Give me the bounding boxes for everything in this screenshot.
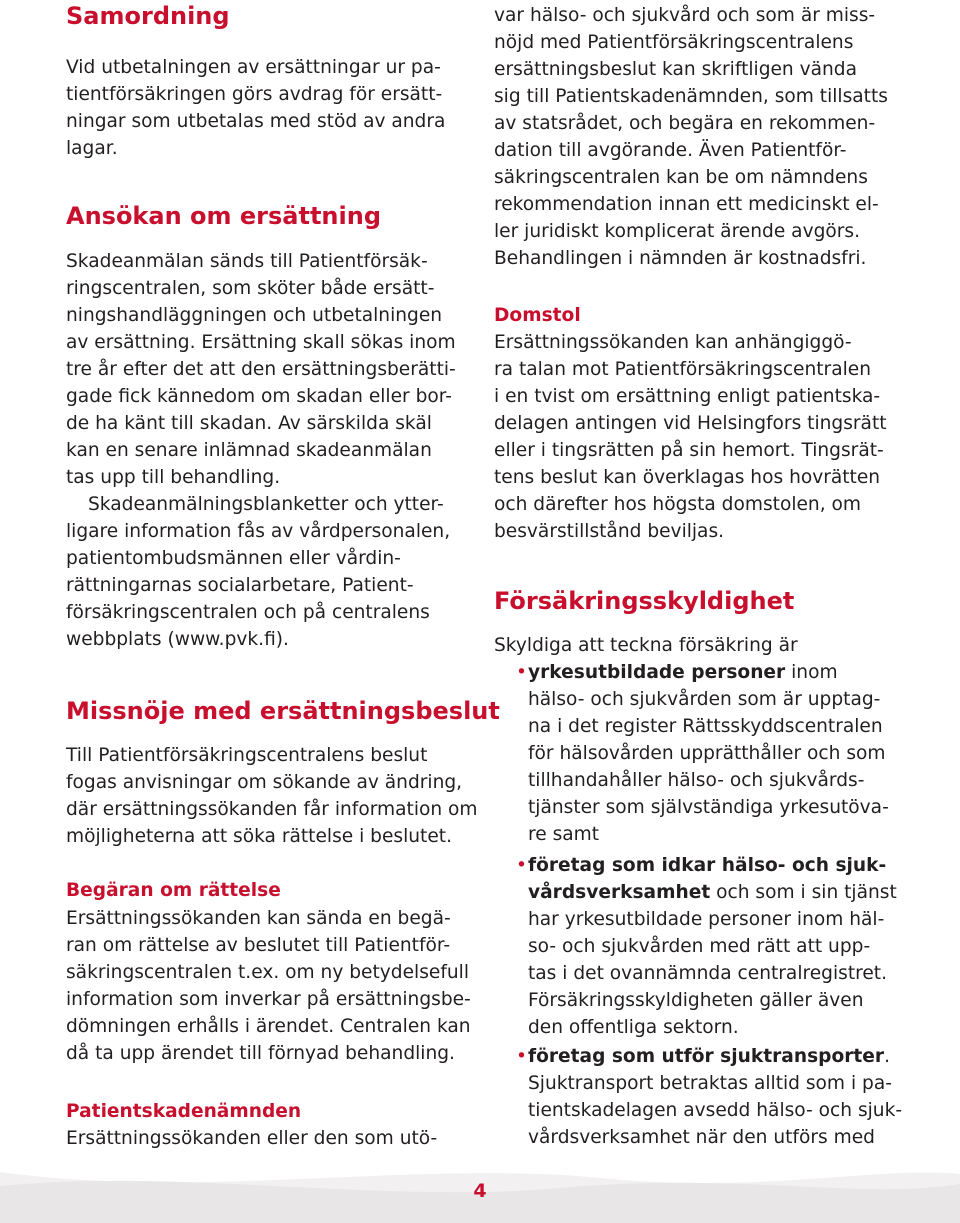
- body-text-line: rättningarnas socialarbetare, Patient-: [66, 575, 414, 596]
- body-text-line: Behandlingen i nämnden är kostnadsfri.: [494, 248, 867, 269]
- body-text-line: var hälso- och sjukvård och som är miss-: [494, 5, 876, 26]
- body-text-line: sig till Patientskadenämnden, som tillsatts: [494, 86, 888, 107]
- page-number: 4: [473, 1180, 487, 1202]
- bullet-text-line: tjänster som självständiga yrkesutöva-: [528, 797, 889, 818]
- body-text-line: besvärstillstånd beviljas.: [494, 521, 725, 542]
- section-heading: Begäran om rättelse: [66, 880, 281, 901]
- body-text-line: ringscentralen, som sköter både ersätt-: [66, 278, 435, 299]
- body-text-line: möjligheterna att söka rättelse i beslutet.: [66, 826, 452, 847]
- bullet-text-line: hälso- och sjukvården som är upptag-: [528, 689, 881, 710]
- section-heading: Patientskadenämnden: [66, 1101, 302, 1122]
- section-heading: Domstol: [494, 305, 581, 326]
- body-text-line: Ersättningssökanden kan anhängiggö-: [494, 332, 852, 353]
- body-text-line: ler juridiskt komplicerat ärende avgörs.: [494, 221, 861, 242]
- body-text-line: Vid utbetalningen av ersättningar ur pa-: [66, 57, 441, 78]
- body-text-line: patientombudsmännen eller vårdin-: [66, 548, 401, 569]
- body-text-line: av ersättning. Ersättning skall sökas inom: [66, 332, 456, 353]
- bullet-text-line: tas i det ovannämnda centralregistret.: [528, 963, 887, 984]
- body-text-line: dömningen erhålls i ärendet. Centralen kan: [66, 1016, 471, 1037]
- body-text-line: eller i tingsrätten på sin hemort. Tingsrät-: [494, 440, 884, 461]
- body-text-line: tientförsäkringen görs avdrag för ersätt-: [66, 84, 443, 105]
- bullet-first-line: [528, 1043, 890, 1070]
- body-text-line: Skadeanmälan sänds till Patientförsäk-: [66, 251, 428, 272]
- body-text-line: säkringscentralen kan be om nämndens: [494, 167, 868, 188]
- section-heading: Ansökan om ersättning: [66, 202, 381, 230]
- body-text-line: Ersättningssökanden kan sända en begä-: [66, 908, 451, 929]
- intro-text: Skyldiga att teckna försäkring är: [494, 635, 798, 656]
- body-text-line: lagar.: [66, 138, 118, 159]
- body-text-line: av statsrådet, och begära en rekommen-: [494, 113, 876, 134]
- bullet-first-line: [528, 852, 886, 879]
- bold-term: vårdsverksamhet: [528, 882, 711, 903]
- body-text-line: gade fick kännedom om skadan eller bor-: [66, 386, 452, 407]
- bold-term: företag som idkar hälso- och sjuk-: [528, 855, 887, 876]
- bullet-text-line: Sjuktransport betraktas alltid som i pa-: [528, 1073, 892, 1094]
- body-text-line: ersättningsbeslut kan skriftligen vända: [494, 59, 858, 80]
- section-heading: Missnöje med ersättningsbeslut: [66, 697, 500, 725]
- body-text-line: tas upp till behandling.: [66, 467, 281, 488]
- bold-term: företag som utför sjuktransporter: [528, 1046, 885, 1067]
- body-text-line: dation till avgörande. Även Patientför-: [494, 140, 847, 161]
- bullet-text-line: den offentliga sektorn.: [528, 1017, 739, 1038]
- bullet-text-line: re samt: [528, 824, 600, 845]
- body-text-line: försäkringscentralen och på centralens: [66, 602, 430, 623]
- bullet-marker: •: [516, 855, 527, 876]
- body-text: .: [884, 1046, 890, 1067]
- bullet-marker: •: [516, 1046, 527, 1067]
- body-text-line: de ha känt till skadan. Av särskilda skäl: [66, 413, 432, 434]
- body-text-line: tens beslut kan överklagas hos hovrätten: [494, 467, 881, 488]
- body-text-line: delagen antingen vid Helsingfors tingsrätt: [494, 413, 887, 434]
- bullet-text-line: Försäkringsskyldigheten gäller även: [528, 990, 864, 1011]
- body-text-line: Ersättningssökanden eller den som utö-: [66, 1128, 438, 1149]
- body-text-line: webbplats (www.pvk.fi).: [66, 629, 289, 650]
- body-text-line: Skadeanmälningsblanketter och ytter-: [88, 494, 444, 515]
- body-text: inom: [785, 662, 838, 683]
- body-text-line: Till Patientförsäkringscentralens beslut: [66, 745, 428, 766]
- body-text-line: ra talan mot Patientförsäkringscentralen: [494, 359, 871, 380]
- body-text-line: i en tvist om ersättning enligt patientska-: [494, 386, 881, 407]
- bullet-text-line: tillhandahåller hälso- och sjukvårds-: [528, 770, 865, 791]
- body-text-line: då ta upp ärendet till förnyad behandling.: [66, 1043, 455, 1064]
- bullet-text-line: för hälsovården upprätthåller och som: [528, 743, 886, 764]
- body-text-line: information som inverkar på ersättningsbe-: [66, 989, 471, 1010]
- body-text-line: ran om rättelse av beslutet till Patientför-: [66, 935, 451, 956]
- bold-term: yrkesutbildade personer: [528, 662, 786, 683]
- body-text-line: fogas anvisningar om sökande av ändring,: [66, 772, 463, 793]
- body-text-line: ligare information fås av vårdpersonalen,: [66, 521, 451, 542]
- body-text-line: nöjd med Patientförsäkringscentralens: [494, 32, 854, 53]
- section-heading: Samordning: [66, 2, 230, 30]
- body-text-line: ningshandläggningen och utbetalningen: [66, 305, 443, 326]
- bullet-text-line: so- och sjukvården med rätt att upp-: [528, 936, 871, 957]
- bullet-text-line: na i det register Rättsskyddscentralen: [528, 716, 883, 737]
- bullet-first-line: [528, 879, 897, 906]
- bullet-text-line: vårdsverksamhet när den utförs med: [528, 1127, 875, 1148]
- body-text-line: kan en senare inlämnad skadeanmälan: [66, 440, 432, 461]
- body-text-line: säkringscentralen t.ex. om ny betydelsefull: [66, 962, 469, 983]
- section-heading: Försäkringsskyldighet: [494, 587, 795, 615]
- body-text-line: rekommendation innan ett medicinskt el-: [494, 194, 879, 215]
- bullet-marker: •: [516, 662, 527, 683]
- body-text-line: ningar som utbetalas med stöd av andra: [66, 111, 446, 132]
- bullet-first-line: [528, 659, 838, 686]
- body-text-line: tre år efter det att den ersättningsberätti-: [66, 359, 456, 380]
- bullet-text-line: har yrkesutbildade personer inom häl-: [528, 909, 885, 930]
- body-text-line: där ersättningssökanden får information om: [66, 799, 478, 820]
- body-text: och som i sin tjänst: [710, 882, 897, 903]
- body-text-line: och därefter hos högsta domstolen, om: [494, 494, 862, 515]
- bullet-text-line: tientskadelagen avsedd hälso- och sjuk-: [528, 1100, 903, 1121]
